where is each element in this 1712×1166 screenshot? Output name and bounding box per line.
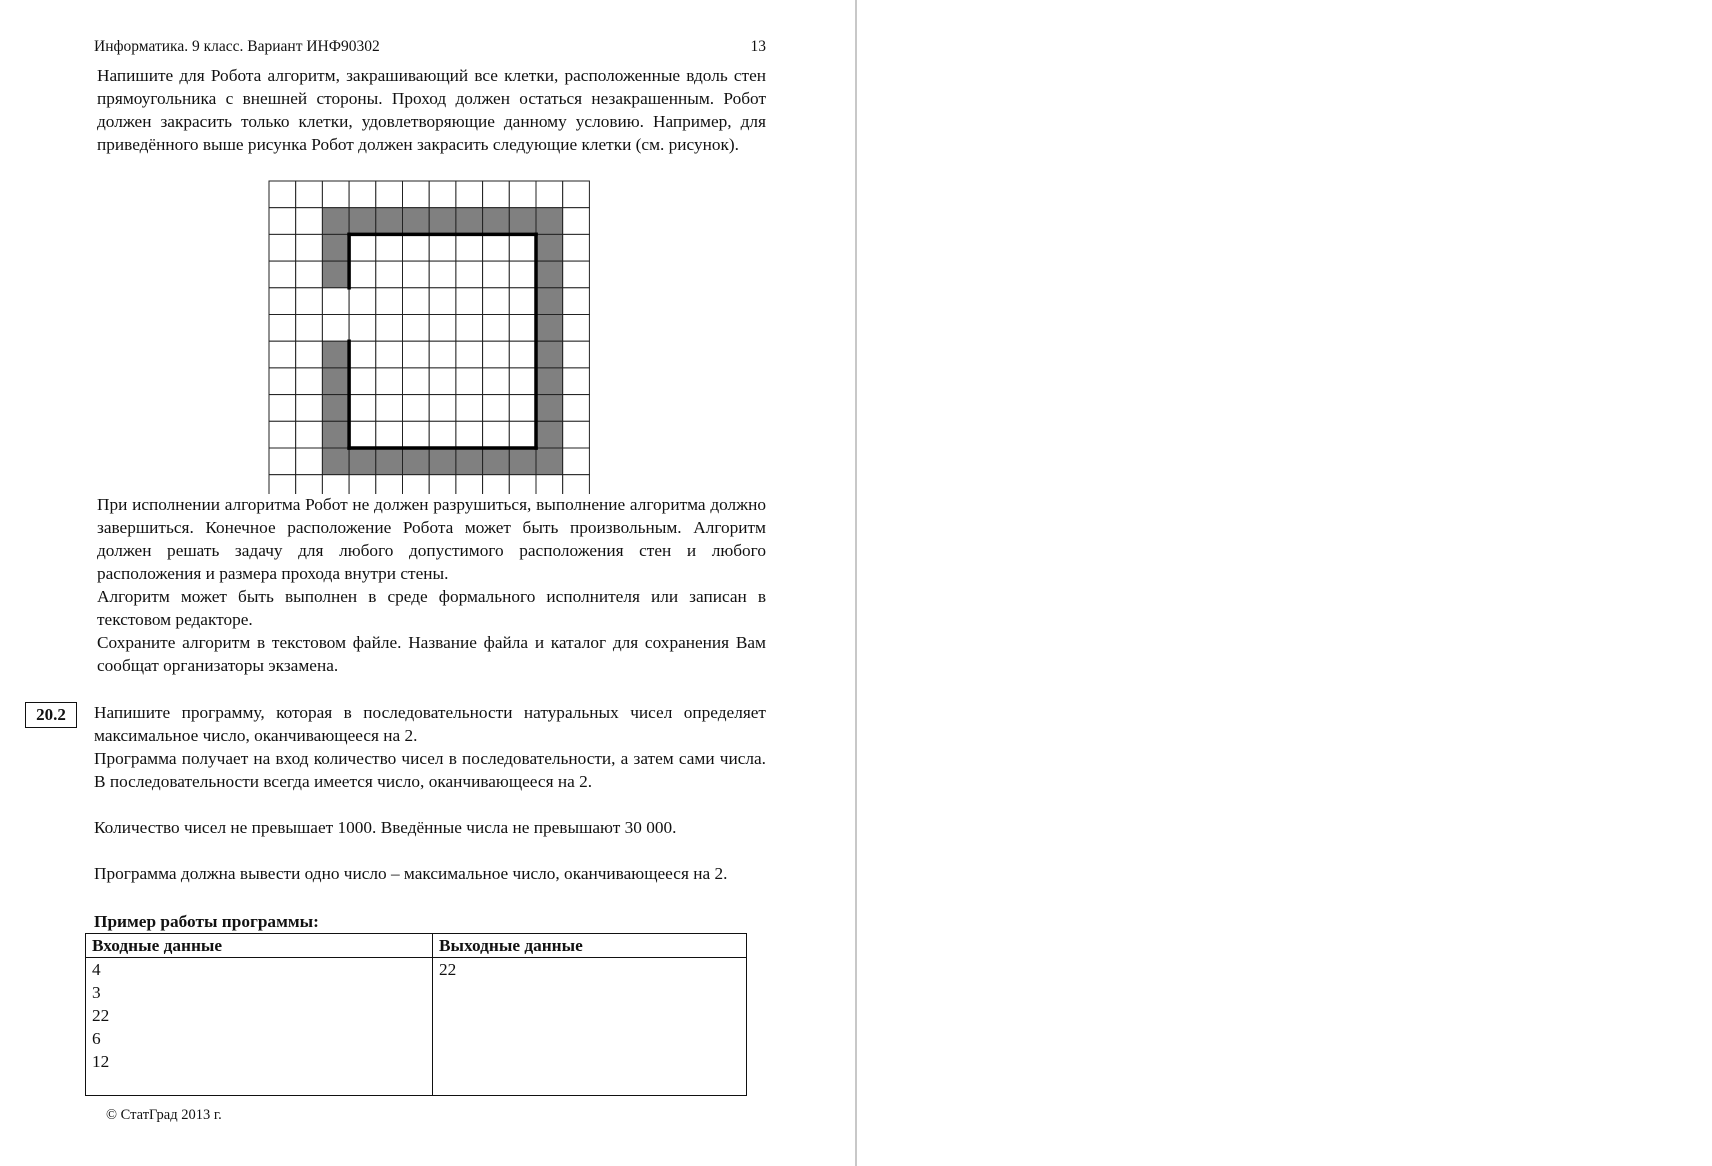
grid-cell	[376, 475, 403, 494]
input-header: Входные данные	[86, 934, 433, 958]
grid-cell	[376, 341, 403, 368]
grid-cell	[322, 288, 349, 315]
grid-cell	[563, 448, 590, 475]
grid-cell	[509, 341, 536, 368]
shaded-cell	[509, 208, 536, 235]
grid-cell	[456, 234, 483, 261]
grid-cell	[269, 234, 296, 261]
grid-cell	[456, 315, 483, 342]
grid-cell	[563, 234, 590, 261]
shaded-cell	[376, 208, 403, 235]
shaded-cell	[483, 208, 510, 235]
grid-cell	[509, 234, 536, 261]
task-20-2-input-description: Программа получает на вход количество чисел в последовательности, а затем сами числа. В последовательности всегда имеется число, оканчивающееся на 2.	[94, 749, 766, 791]
grid-cell	[376, 315, 403, 342]
grid-cell	[429, 288, 456, 315]
grid-cell	[509, 368, 536, 395]
grid-cell	[403, 181, 430, 208]
grid-cell	[403, 234, 430, 261]
shaded-cell	[403, 448, 430, 475]
grid-cell	[349, 395, 376, 422]
shaded-cell	[322, 234, 349, 261]
grid-cell	[296, 288, 323, 315]
grid-cell	[563, 181, 590, 208]
grid-cell	[349, 181, 376, 208]
output-cell	[433, 958, 747, 1096]
grid-cell	[403, 421, 430, 448]
grid-cell	[403, 288, 430, 315]
task-20-2-output-description: Программа должна вывести одно число – максимальное число, оканчивающееся на 2.	[94, 864, 728, 883]
task-20-1-intro: Напишите для Робота алгоритм, закрашивающий все клетки, расположенные вдоль стен прямоугольника с внешней стороны. Проход должен остаться незакрашенным. Робот должен закрасить только клетки, удовлетворяющие данному условию. Например, для приведённого выше рисунка Робот должен закрасить следующие клетки (см. рисунок).	[97, 66, 766, 154]
grid-cell	[296, 315, 323, 342]
grid-cell	[429, 475, 456, 494]
grid-cell	[296, 261, 323, 288]
shaded-cell	[509, 448, 536, 475]
input-value: 6	[92, 1029, 101, 1048]
grid-cell	[509, 395, 536, 422]
grid-cell	[563, 475, 590, 494]
grid-cell	[563, 395, 590, 422]
grid-cell	[563, 421, 590, 448]
grid-cell	[429, 421, 456, 448]
page-number: 13	[750, 38, 766, 55]
grid-cell	[269, 288, 296, 315]
grid-cell	[509, 421, 536, 448]
shaded-cell	[322, 421, 349, 448]
grid-cell	[563, 208, 590, 235]
shaded-cell	[483, 448, 510, 475]
grid-cell	[483, 261, 510, 288]
grid-cell	[456, 475, 483, 494]
grid-cell	[296, 181, 323, 208]
grid-cell	[563, 261, 590, 288]
grid-cell	[296, 448, 323, 475]
grid-cell	[296, 475, 323, 494]
grid-cell	[456, 341, 483, 368]
grid-cell	[483, 234, 510, 261]
shaded-cell	[536, 448, 563, 475]
grid-cell	[509, 288, 536, 315]
input-cell	[86, 958, 433, 1096]
grid-cell	[296, 395, 323, 422]
grid-cell	[536, 181, 563, 208]
grid-cell	[483, 368, 510, 395]
grid-cell	[429, 395, 456, 422]
grid-cell	[269, 421, 296, 448]
task-20-1-constraints: При исполнении алгоритма Робот не должен разрушиться, выполнение алгоритма должно завершиться. Конечное расположение Робота может быть произвольным. Алгоритм должен решать задачу для любого допустимого расположения стен и любого расположения и размера прохода внутри стены.	[97, 495, 766, 583]
grid-cell	[296, 421, 323, 448]
grid-cell	[456, 288, 483, 315]
shaded-cell	[322, 208, 349, 235]
shaded-cell	[322, 368, 349, 395]
page-divider	[855, 0, 857, 1166]
input-value: 12	[92, 1052, 110, 1071]
example-heading: Пример работы программы:	[94, 912, 319, 931]
output-value: 22	[439, 960, 457, 979]
grid-cell	[349, 421, 376, 448]
shaded-cell	[349, 208, 376, 235]
grid-cell	[456, 261, 483, 288]
output-header: Выходные данные	[433, 934, 747, 958]
grid-cell	[403, 368, 430, 395]
grid-cell	[429, 368, 456, 395]
grid-cell	[376, 395, 403, 422]
input-value: 22	[92, 1006, 110, 1025]
shaded-cell	[322, 448, 349, 475]
shaded-cell	[536, 421, 563, 448]
grid-cell	[509, 315, 536, 342]
example-table	[85, 933, 747, 1096]
shaded-cell	[429, 208, 456, 235]
grid-cell	[509, 475, 536, 494]
grid-cell	[376, 234, 403, 261]
grid-cell	[349, 261, 376, 288]
grid-cell	[349, 234, 376, 261]
task-20-2-statement: Напишите программу, которая в последовательности натуральных чисел определяет максимальное число, оканчивающееся на 2.	[94, 703, 766, 745]
grid-cell	[269, 208, 296, 235]
grid-cell	[429, 315, 456, 342]
grid-cell	[376, 288, 403, 315]
grid-cell	[322, 475, 349, 494]
shaded-cell	[322, 395, 349, 422]
grid-cell	[269, 181, 296, 208]
grid-cell	[269, 448, 296, 475]
grid-cell	[349, 288, 376, 315]
grid-cell	[509, 181, 536, 208]
grid-cell	[456, 181, 483, 208]
grid-cell	[563, 288, 590, 315]
grid-cell	[296, 368, 323, 395]
grid-cell	[483, 395, 510, 422]
shaded-cell	[456, 448, 483, 475]
grid-cell	[483, 341, 510, 368]
shaded-cell	[376, 448, 403, 475]
shaded-cell	[536, 234, 563, 261]
grid-cell	[429, 261, 456, 288]
grid-cell	[376, 181, 403, 208]
grid-cell	[483, 475, 510, 494]
task-20-1-environment: Алгоритм может быть выполнен в среде формального исполнителя или записан в текстовом редакторе.	[97, 587, 766, 629]
shaded-cell	[456, 208, 483, 235]
grid-cell	[269, 315, 296, 342]
grid-cell	[296, 341, 323, 368]
grid-cell	[376, 261, 403, 288]
grid-cell	[429, 341, 456, 368]
header-title: Информатика. 9 класс. Вариант ИНФ90302	[94, 38, 380, 55]
grid-cell	[403, 475, 430, 494]
grid-cell	[483, 315, 510, 342]
grid-cell	[429, 181, 456, 208]
shaded-cell	[349, 448, 376, 475]
grid-cell	[322, 181, 349, 208]
shaded-cell	[536, 368, 563, 395]
grid-cell	[349, 341, 376, 368]
shaded-cell	[536, 315, 563, 342]
grid-cell	[269, 475, 296, 494]
grid-cell	[536, 475, 563, 494]
shaded-cell	[536, 395, 563, 422]
grid-cell	[509, 261, 536, 288]
shaded-cell	[536, 288, 563, 315]
shaded-cell	[322, 341, 349, 368]
page-header	[94, 35, 766, 59]
grid-cell	[269, 341, 296, 368]
grid-cell	[403, 395, 430, 422]
shaded-cell	[536, 261, 563, 288]
grid-cell	[403, 315, 430, 342]
grid-cell	[456, 368, 483, 395]
grid-cell	[376, 421, 403, 448]
grid-cell	[456, 421, 483, 448]
grid-cell	[563, 315, 590, 342]
grid-cell	[403, 341, 430, 368]
grid-cell	[483, 421, 510, 448]
shaded-cell	[322, 261, 349, 288]
shaded-cell	[403, 208, 430, 235]
grid-cell	[456, 395, 483, 422]
input-value: 3	[92, 983, 101, 1002]
shaded-cell	[429, 448, 456, 475]
grid-cell	[349, 368, 376, 395]
grid-cell	[269, 395, 296, 422]
grid-cell	[269, 261, 296, 288]
grid-cell	[296, 208, 323, 235]
footer-copyright: © СтатГрад 2013 г.	[106, 1107, 222, 1123]
grid-cell	[349, 475, 376, 494]
task-number-badge: 20.2	[25, 702, 77, 728]
input-value: 4	[92, 960, 101, 979]
robot-grid-figure	[268, 180, 594, 494]
grid-cell	[349, 315, 376, 342]
task-20-1-save-note: Сохраните алгоритм в текстовом файле. Название файла и каталог для сохранения Вам сообщат организаторы экзамена.	[97, 633, 766, 675]
shaded-cell	[536, 341, 563, 368]
grid-cell	[322, 315, 349, 342]
grid-cell	[296, 234, 323, 261]
task-20-2-limits: Количество чисел не превышает 1000. Введённые числа не превышают 30 000.	[94, 818, 677, 837]
grid-cell	[403, 261, 430, 288]
grid-cell	[563, 368, 590, 395]
grid-cell	[563, 341, 590, 368]
grid-cell	[429, 234, 456, 261]
shaded-cell	[536, 208, 563, 235]
grid-cell	[483, 181, 510, 208]
grid-cell	[376, 368, 403, 395]
grid-cell	[269, 368, 296, 395]
grid-cell	[483, 288, 510, 315]
